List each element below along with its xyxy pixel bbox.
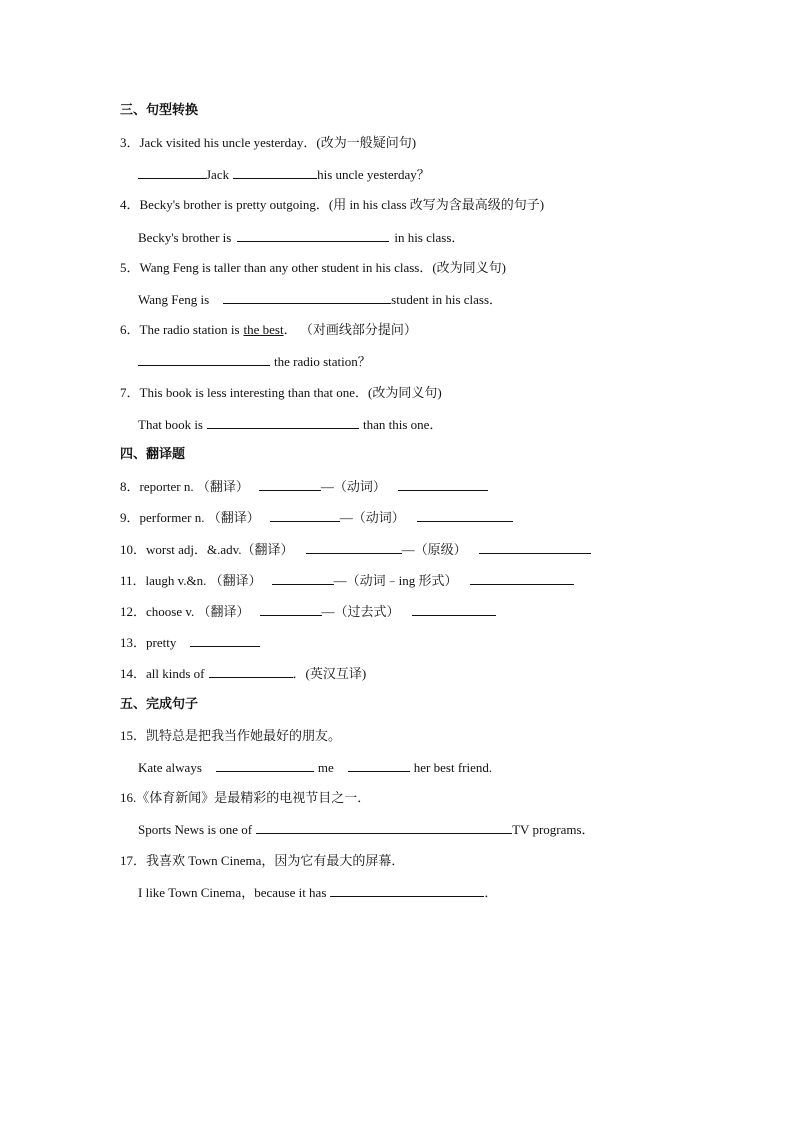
answer-blank[interactable] bbox=[412, 602, 496, 616]
prompt-text: 6．The radio station is bbox=[120, 322, 240, 337]
question-13 bbox=[120, 633, 260, 652]
prompt-text: 13．pretty bbox=[120, 635, 177, 650]
answer-text: her best friend. bbox=[413, 760, 493, 775]
answer-text: Becky's brother is bbox=[138, 230, 232, 245]
answer-blank[interactable] bbox=[216, 758, 314, 772]
prompt-text: 10．worst adj．&.adv.（翻译） bbox=[120, 542, 294, 557]
prompt-text: 12．choose v. （翻译） bbox=[120, 604, 250, 619]
answer-text: Wang Feng is bbox=[138, 292, 210, 307]
question-4-prompt: 4．Becky's brother is pretty outgoing．(用 in his class 改写为含最高级的句子) bbox=[120, 197, 545, 212]
question-6-answer-line bbox=[138, 352, 371, 371]
answer-blank[interactable] bbox=[398, 477, 488, 491]
answer-blank[interactable] bbox=[237, 228, 389, 242]
prompt-text: 14．all kinds of bbox=[120, 666, 205, 681]
section-title-translation: 四、翻译题 bbox=[120, 447, 186, 462]
answer-text: his uncle yesterday？ bbox=[317, 167, 430, 182]
answer-blank[interactable] bbox=[330, 883, 484, 897]
answer-blank[interactable] bbox=[479, 540, 591, 554]
answer-text: Sports News is one of bbox=[138, 822, 253, 837]
answer-text: than this one． bbox=[363, 417, 443, 432]
prompt-text: ．(英汉互译) bbox=[292, 666, 367, 681]
answer-text: Jack bbox=[206, 167, 230, 182]
answer-blank[interactable] bbox=[138, 352, 270, 366]
answer-blank[interactable] bbox=[223, 290, 391, 304]
answer-blank[interactable] bbox=[259, 477, 321, 491]
answer-text: I like Town Cinema，because it has bbox=[138, 885, 327, 900]
question-12 bbox=[120, 602, 496, 621]
answer-blank[interactable] bbox=[209, 664, 293, 678]
question-16-prompt: 16.《体育新闻》是最精彩的电视节目之一． bbox=[120, 790, 371, 805]
section-title-complete-sentences: 五、完成句子 bbox=[120, 697, 199, 712]
answer-blank[interactable] bbox=[470, 571, 574, 585]
question-15-prompt: 15．凯特总是把我当作她最好的朋友。 bbox=[120, 728, 342, 743]
answer-blank[interactable] bbox=[306, 540, 402, 554]
answer-blank[interactable] bbox=[417, 508, 513, 522]
answer-text: That book is bbox=[138, 417, 203, 432]
prompt-text: —（动词） bbox=[320, 479, 386, 494]
question-9 bbox=[120, 508, 513, 527]
prompt-text: 11．laugh v.&n. （翻译） bbox=[120, 573, 262, 588]
question-7-prompt: 7．This book is less interesting than that one．(改为同义句) bbox=[120, 385, 442, 400]
prompt-text: —（原级） bbox=[401, 542, 467, 557]
answer-text: the radio station？ bbox=[274, 354, 371, 369]
question-3-prompt: 3．Jack visited his uncle yesterday．(改为一般疑问句) bbox=[120, 135, 417, 150]
question-17-prompt: 17．我喜欢 Town Cinema，因为它有最大的屏幕． bbox=[120, 853, 405, 868]
question-7-answer-line bbox=[138, 415, 442, 434]
question-10 bbox=[120, 540, 591, 559]
prompt-text: ． （对画线部分提问） bbox=[283, 322, 417, 337]
answer-text: student in his class． bbox=[391, 292, 503, 307]
answer-blank[interactable] bbox=[348, 758, 410, 772]
answer-blank[interactable] bbox=[190, 633, 260, 647]
question-15-answer-line bbox=[138, 758, 492, 777]
question-5-answer-line bbox=[138, 290, 502, 309]
answer-blank[interactable] bbox=[270, 508, 340, 522]
prompt-text: —（动词） bbox=[339, 510, 405, 525]
answer-text: in his class． bbox=[394, 230, 465, 245]
question-16-answer-line bbox=[138, 820, 595, 839]
prompt-text: —（过去式） bbox=[321, 604, 400, 619]
answer-blank[interactable] bbox=[138, 165, 206, 179]
answer-text: ． bbox=[484, 885, 498, 900]
question-5-prompt: 5．Wang Feng is taller than any other student in his class．(改为同义句) bbox=[120, 260, 507, 275]
question-6-prompt bbox=[120, 321, 417, 339]
answer-blank[interactable] bbox=[256, 820, 512, 834]
answer-text: Kate always bbox=[138, 760, 202, 775]
section-title-sentence-transformation: 三、句型转换 bbox=[120, 103, 199, 118]
question-3-answer-line bbox=[138, 165, 430, 184]
underlined-phrase: the best bbox=[243, 322, 284, 337]
question-11 bbox=[120, 571, 574, 590]
answer-text: me bbox=[317, 760, 334, 775]
prompt-text: —（动词﹣ing 形式） bbox=[333, 573, 458, 588]
answer-blank[interactable] bbox=[260, 602, 322, 616]
question-14 bbox=[120, 664, 366, 683]
question-8 bbox=[120, 477, 488, 496]
question-17-answer-line bbox=[138, 883, 497, 902]
prompt-text: 9．performer n. （翻译） bbox=[120, 510, 260, 525]
prompt-text: 8．reporter n. （翻译） bbox=[120, 479, 249, 494]
answer-blank[interactable] bbox=[233, 165, 317, 179]
answer-blank[interactable] bbox=[207, 415, 359, 429]
question-4-answer-line bbox=[138, 228, 464, 247]
answer-text: TV programs． bbox=[512, 822, 595, 837]
answer-blank[interactable] bbox=[272, 571, 334, 585]
